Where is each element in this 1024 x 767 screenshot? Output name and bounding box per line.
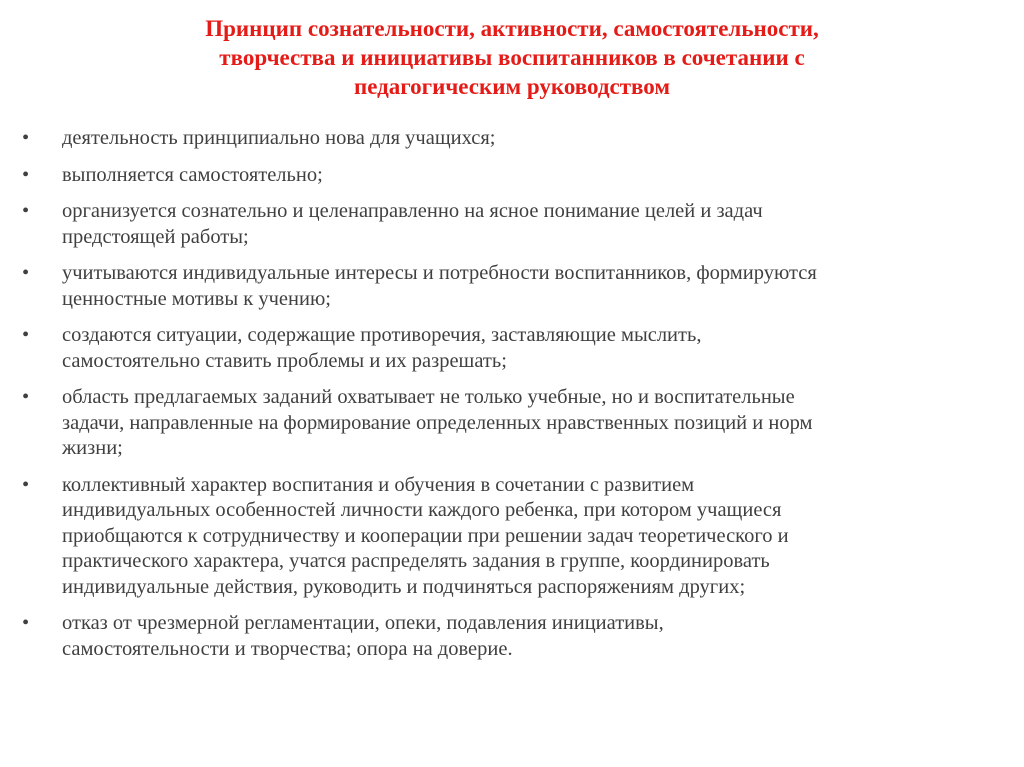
list-item (22, 199, 1012, 250)
bullet-icon: • (22, 262, 30, 284)
bullet-icon: • (22, 386, 30, 408)
title-line: творчества и инициативы воспитанников в сочетании с (219, 45, 805, 70)
bullet-text: организуется сознательно и целенаправленно на ясное понимание целей и задач предстоящей работы; (62, 200, 763, 248)
bullet-text: отказ от чрезмерной регламентации, опеки, подавления инициативы, самостоятельности и творчества; опора на доверие. (62, 612, 664, 660)
slide-title (100, 14, 924, 101)
list-item (22, 385, 1012, 462)
list-item (22, 126, 1012, 152)
bullet-icon: • (22, 473, 30, 496)
list-item (22, 163, 1012, 189)
bullet-icon: • (22, 200, 30, 222)
bullet-icon: • (22, 612, 30, 634)
bullet-list (22, 126, 1012, 673)
list-item (22, 611, 1012, 662)
bullet-icon: • (22, 163, 30, 186)
bullet-icon: • (22, 324, 30, 346)
list-item (22, 473, 1012, 601)
bullet-text: область предлагаемых заданий охватывает не только учебные, но и воспитательные задачи, направленные на формирование определенных нравственных позиций и норм жизни; (62, 386, 813, 459)
bullet-text: выполняется самостоятельно; (62, 163, 323, 186)
bullet-text: коллективный характер воспитания и обучения в сочетании с развитием индивидуальных особенностей личности каждого ребенка, при котором учащиеся приобщаются к сотрудничеству и кооперации при решении задач теоретического и практического характера, учатся распределять задания в группе, координировать индивидуальные действия, руководить и подчиняться распоряжениям других; (62, 473, 789, 598)
bullet-text: учитываются индивидуальные интересы и потребности воспитанников, формируются ценностные мотивы к учению; (62, 262, 817, 310)
list-item (22, 323, 1012, 374)
list-item (22, 261, 1012, 312)
bullet-text: деятельность принципиально нова для учащихся; (62, 127, 496, 149)
bullet-text: создаются ситуации, содержащие противоречия, заставляющие мыслить, самостоятельно ставить проблемы и их разрешать; (62, 324, 702, 372)
bullet-icon: • (22, 127, 30, 149)
title-line: педагогическим руководством (353, 74, 671, 99)
title-line: Принцип сознательности, активности, самостоятельности, (205, 16, 819, 41)
